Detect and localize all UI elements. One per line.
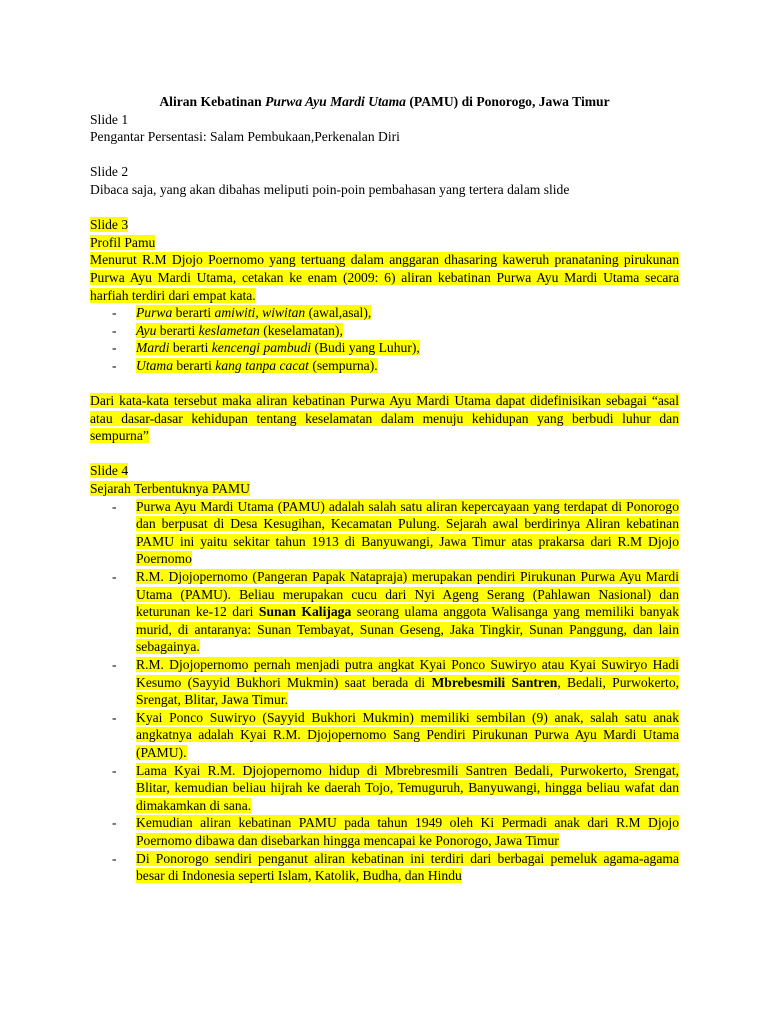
- dash-bullet: -: [112, 340, 117, 356]
- dash-bullet: -: [112, 762, 117, 778]
- history-point-text: Purwa Ayu Mardi Utama (PAMU) adalah salah satu aliran kepercayaan yang terdapat di Ponorogo dan berpusat di Desa Kesugihan, Kecamatan Pulung. Sejarah awal berdirinya Aliran kebatinan PAMU ini yaitu sekitar tahun 1913 di Banyuwangi, Jawa Timur atas prakarsa dari R.M Djojo Poernomo: [136, 498, 679, 567]
- term-word: Mardi: [136, 340, 170, 356]
- term-meaning: amiwiti, wiwitan: [214, 305, 306, 321]
- list-item: [90, 568, 679, 656]
- list-item: [90, 814, 679, 849]
- history-point-text: Kyai Ponco Suwiryo (Sayyid Bukhori Mukmin) memiliki sembilan (9) anak, salah satu anak angkatnya adalah Kyai R.M. Djojopernomo Sang Pendiri Pirukunan Purwa Ayu Mardi Utama (PAMU).: [136, 709, 679, 760]
- term-gloss: (awal,asal),: [305, 305, 372, 321]
- term-meaning: keslametan: [198, 322, 260, 338]
- list-item: [90, 762, 679, 815]
- dash-bullet: -: [112, 709, 117, 725]
- history-point-text: seorang ulama anggota Walisanga yang memiliki banyak murid, di antaranya: Sunan Tembayat, Sunan Geseng, Jaka Tingkir, Sunan Panggung, dan lain sebagainya.: [136, 604, 680, 655]
- slide4-history-list: [90, 498, 679, 885]
- slide3-subheading: [90, 234, 679, 252]
- term-meaning: kencengi pambudi: [211, 340, 312, 356]
- dash-bullet: -: [112, 322, 117, 338]
- dash-bullet: -: [112, 569, 117, 585]
- slide2-text: Dibaca saja, yang akan dibahas meliputi poin-poin pembahasan yang tertera dalam slide: [90, 181, 570, 197]
- slide3-conclusion-text: Dari kata-kata tersebut maka aliran kebatinan Purwa Ayu Mardi Utama dapat didefinisikan sebagai “asal atau dasar-dasar kehidupan tentang keselamatan dalam menuju kehidupan yang berbudi luhur dan sempurna”: [90, 393, 679, 444]
- dash-bullet: -: [112, 850, 117, 866]
- slide3-heading: [90, 216, 679, 234]
- history-point-text: R.M. Djojopernomo (Pangeran Papak Natapraja) merupakan pendiri Pirukunan Purwa Ayu Mardi Utama (PAMU). Beliau merupakan cucu dari Nyi Ageng Serang (Pahlawan Nasional) dan keturunan ke-12 dari: [136, 569, 679, 620]
- slide4-subheading-text: Sejarah Terbentuknya PAMU: [90, 481, 250, 497]
- list-item: [90, 850, 679, 885]
- term-word: Utama: [136, 357, 174, 373]
- slide4-subheading: [90, 480, 679, 498]
- title-italic-text: Purwa Ayu Mardi Utama: [265, 94, 406, 109]
- slide1-heading: Slide 1: [90, 111, 129, 127]
- term-word: Ayu: [136, 322, 157, 338]
- slide3-term-list: [90, 304, 679, 374]
- dash-bullet: -: [112, 305, 117, 321]
- history-point-text: R.M. Djojopernomo pernah menjadi putra angkat Kyai Ponco Suwiryo atau Kyai Suwiryo Hadi Kesumo (Sayyid Bukhori Mukmin) saat berada di: [136, 657, 679, 690]
- term-connector: berarti: [173, 357, 216, 373]
- slide3-intro: [90, 251, 679, 304]
- slide1-text: Pengantar Persentasi: Salam Pembukaan,Perkenalan Diri: [90, 129, 400, 145]
- document-body: [90, 93, 679, 885]
- term-meaning: kang tanpa cacat: [215, 357, 309, 373]
- title-text-end: (PAMU) di Ponorogo, Jawa Timur: [405, 94, 610, 109]
- history-point-bold: Sunan Kalijaga: [258, 604, 352, 620]
- list-item: [90, 656, 679, 709]
- dash-bullet: -: [112, 815, 117, 831]
- list-item: [90, 304, 679, 322]
- list-item: [90, 498, 679, 568]
- slide4-heading-text: Slide 4: [90, 463, 129, 479]
- term-gloss: (keselamatan),: [259, 322, 343, 338]
- history-point-text: Di Ponorogo sendiri penganut aliran kebatinan ini terdiri dari berbagai pemeluk agama-agama besar di Indonesia seperti Islam, Katolik, Budha, dan Hindu: [136, 850, 679, 884]
- term-connector: berarti: [156, 322, 199, 338]
- slide3-conclusion: [90, 392, 679, 445]
- history-point-bold: Mbrebesmili Santren: [431, 674, 558, 690]
- slide3-intro-text: Menurut R.M Djojo Poernomo yang tertuang dalam anggaran dhasaring kaweruh pranataning pirukunan Purwa Ayu Mardi Utama, cetakan ke enam (2009: 6) aliran kebatinan Purwa Ayu Mardi Utama secara harfiah terdiri dari empat kata.: [90, 252, 679, 303]
- list-item: [90, 339, 679, 357]
- title-text: Aliran Kebatinan: [159, 94, 266, 109]
- dash-bullet: -: [112, 357, 117, 373]
- term-word: Purwa: [136, 305, 173, 321]
- term-gloss: (Budi yang Luhur),: [311, 340, 420, 356]
- history-point-text: Kemudian aliran kebatinan PAMU pada tahun 1949 oleh Ki Permadi anak dari R.M Djojo Poernomo dibawa dan disebarkan hingga mencapai ke Ponorogo, Jawa Timur: [136, 815, 679, 848]
- list-item: [90, 357, 679, 375]
- list-item: [90, 709, 679, 762]
- slide3-subheading-text: Profil Pamu: [90, 234, 156, 250]
- history-point-text: , Bedali, Purwokerto, Srengat, Blitar, Jawa Timur.: [136, 674, 680, 708]
- history-point-text: Lama Kyai R.M. Djojopernomo hidup di Mbrebresmili Santren Bedali, Purwokerto, Srengat, Blitar, kemudian beliau hijrah ke daerah Tojo, Temuguruh, Banyuwangi, hingga beliau wafat dan dimakamkan di sana.: [136, 762, 679, 813]
- dash-bullet: -: [112, 498, 117, 514]
- term-gloss: (sempurna).: [308, 357, 378, 373]
- document-title: [90, 93, 679, 111]
- slide2-heading: Slide 2: [90, 164, 129, 180]
- list-item: [90, 322, 679, 340]
- dash-bullet: -: [112, 657, 117, 672]
- term-connector: berarti: [172, 305, 215, 321]
- slide4-heading: [90, 462, 679, 480]
- term-connector: berarti: [169, 340, 212, 356]
- slide3-heading-text: Slide 3: [90, 217, 129, 233]
